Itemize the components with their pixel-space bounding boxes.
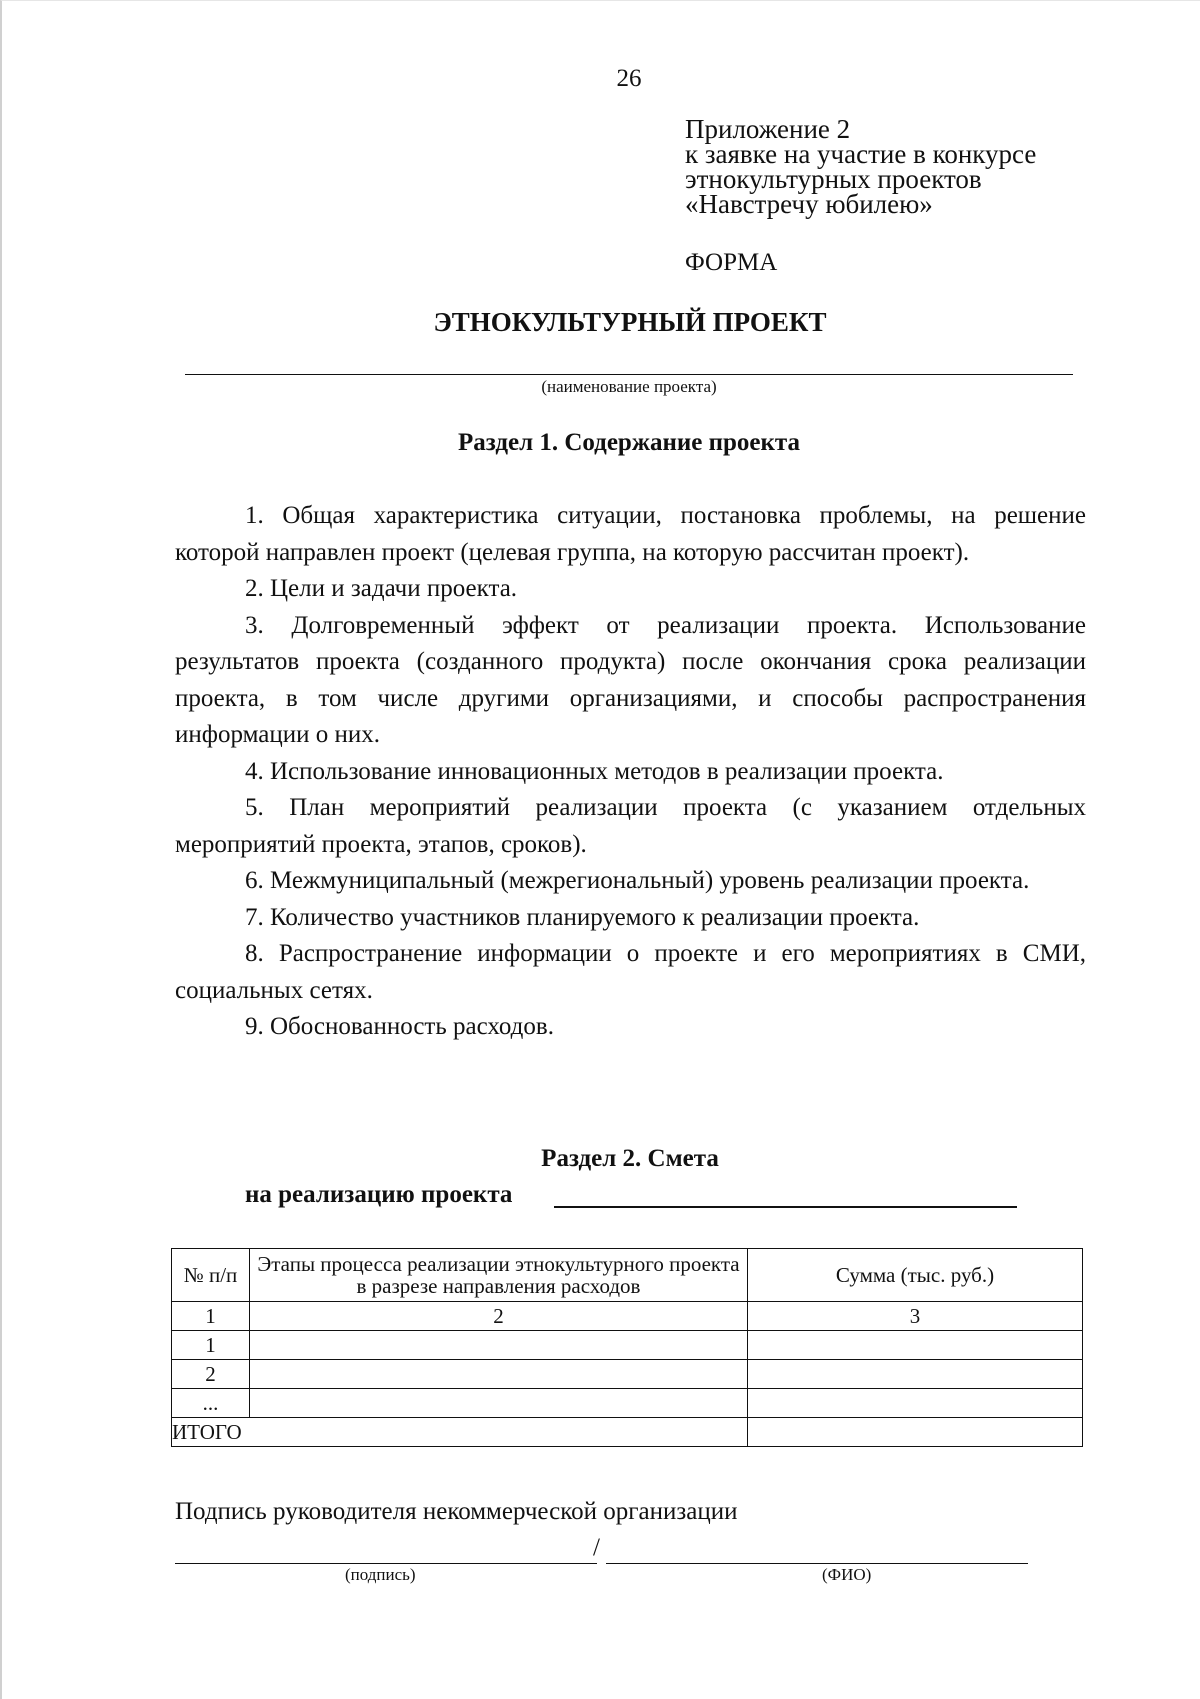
list-item: 9. Обоснованность расходов. bbox=[245, 1013, 554, 1040]
list-item: 3. Долговременный эффект от реализации проекта. Использование результатов проекта (созданного продукта) после окончания срока реализации проекта, в том числе другими организациями, и способы распространения информации о них. bbox=[175, 611, 1086, 748]
header-cell-amount: Сумма (тыс. руб.) bbox=[748, 1249, 1083, 1302]
project-name-caption: (наименование проекта) bbox=[541, 377, 717, 396]
table-row bbox=[172, 1360, 1083, 1389]
signature-field-line[interactable] bbox=[175, 1563, 597, 1564]
total-amount-cell[interactable] bbox=[748, 1418, 1083, 1447]
full-name-label: (ФИО) bbox=[822, 1565, 872, 1584]
table-cell-editable[interactable] bbox=[748, 1389, 1083, 1418]
total-row bbox=[172, 1418, 1083, 1447]
table-row bbox=[172, 1331, 1083, 1360]
table-cell: 2 bbox=[250, 1302, 748, 1331]
signature-separator: / bbox=[593, 1534, 600, 1561]
list-item: 1. Общая характеристика ситуации, постановка проблемы, на решение которой направлен проект (целевая группа, на которую рассчитан проект). bbox=[175, 502, 1086, 566]
total-label: ИТОГО bbox=[172, 1418, 748, 1447]
table-cell-editable[interactable] bbox=[250, 1360, 748, 1389]
table-cell: 2 bbox=[172, 1360, 250, 1389]
document-title: ЭТНОКУЛЬТУРНЫЙ ПРОЕКТ bbox=[433, 307, 827, 337]
table-cell-editable[interactable] bbox=[748, 1360, 1083, 1389]
list-item: 5. План мероприятий реализации проекта (с указанием отдельных мероприятий проекта, этапов, сроков). bbox=[175, 794, 1086, 858]
list-item: 6. Межмуниципальный (межрегиональный) уровень реализации проекта. bbox=[245, 867, 1030, 894]
header-cell-number: № п/п bbox=[172, 1249, 250, 1302]
table-row bbox=[172, 1389, 1083, 1418]
list-item: 8. Распространение информации о проекте и его мероприятиях в СМИ, социальных сетях. bbox=[175, 940, 1086, 1004]
table-header-row bbox=[172, 1249, 1083, 1302]
table-cell: 1 bbox=[172, 1331, 250, 1360]
table-cell: 1 bbox=[172, 1302, 250, 1331]
table-cell-editable[interactable] bbox=[748, 1331, 1083, 1360]
column-number-row bbox=[172, 1302, 1083, 1331]
annex-line: Приложение 2 bbox=[685, 114, 851, 144]
signature-caption: Подпись руководителя некоммерческой организации bbox=[175, 1498, 738, 1525]
table-cell-editable[interactable] bbox=[250, 1389, 748, 1418]
table-cell: ... bbox=[172, 1389, 250, 1418]
annex-reference bbox=[685, 114, 1037, 219]
list-item: 4. Использование инновационных методов в реализации проекта. bbox=[245, 757, 944, 785]
section1-heading: Раздел 1. Содержание проекта bbox=[457, 429, 801, 456]
page-number: 26 bbox=[616, 65, 642, 92]
section2-heading: Раздел 2. Смета bbox=[541, 1145, 719, 1172]
signature-label: (подпись) bbox=[345, 1565, 416, 1584]
estimate-subheading: на реализацию проекта bbox=[245, 1181, 513, 1208]
table-cell: 3 bbox=[748, 1302, 1083, 1331]
annex-line: этнокультурных проектов bbox=[685, 164, 982, 194]
list-item: 2. Цели и задачи проекта. bbox=[245, 575, 518, 602]
full-name-field-line[interactable] bbox=[606, 1563, 1028, 1564]
table-cell-editable[interactable] bbox=[250, 1331, 748, 1360]
annex-line: «Навстречу юбилею» bbox=[685, 189, 933, 219]
project-name-field-line[interactable] bbox=[185, 374, 1073, 375]
estimate-table bbox=[171, 1248, 1083, 1447]
header-cell-stages: Этапы процесса реализации этнокультурного проекта в разрезе направления расходов bbox=[250, 1249, 748, 1302]
annex-line: к заявке на участие в конкурсе bbox=[685, 139, 1037, 169]
form-label: ФОРМА bbox=[685, 249, 778, 276]
estimate-project-name-line[interactable] bbox=[554, 1206, 1017, 1208]
list-item: 7. Количество участников планируемого к реализации проекта. bbox=[245, 903, 920, 931]
section1-item-list bbox=[175, 498, 1086, 1046]
